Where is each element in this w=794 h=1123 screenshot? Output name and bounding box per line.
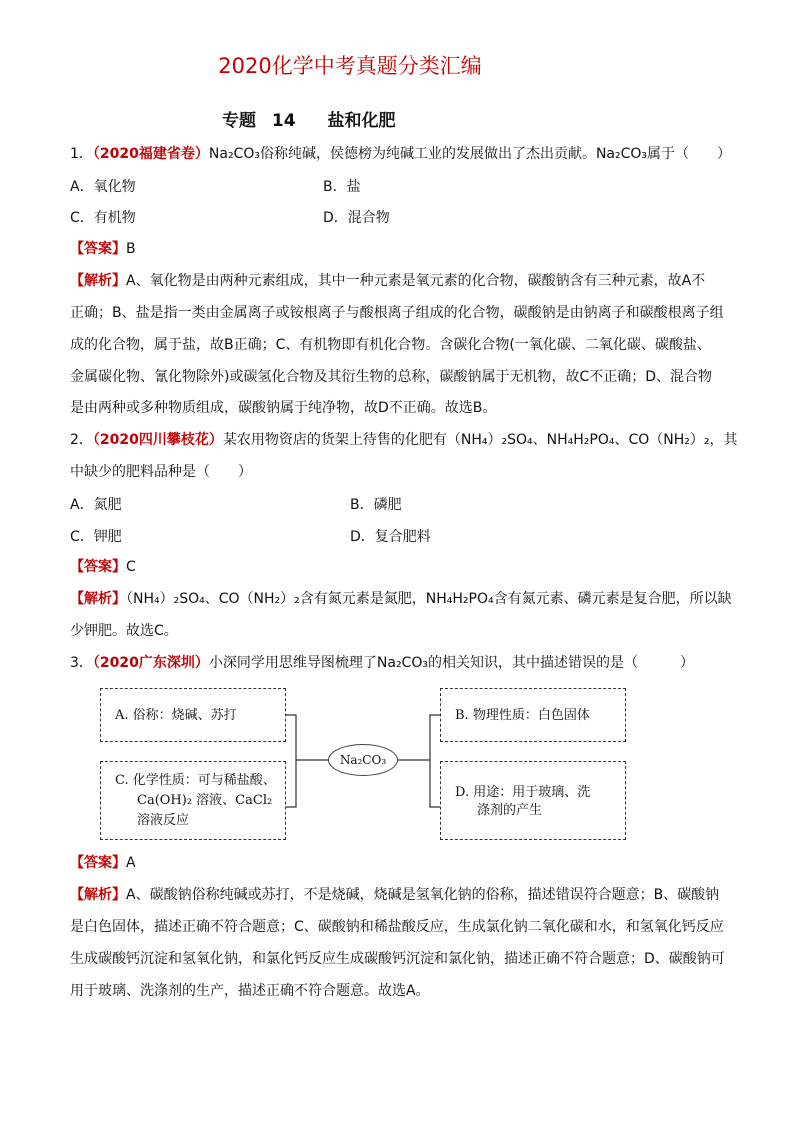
analysis-line: 正确；B、盐是指一类由金属离子或铵根离子与酸根离子组成的化合物，碳酸钠是由钠离子和碳酸根离子组 [70, 305, 724, 321]
analysis-label: 【解析】 [70, 591, 126, 607]
box-c-text-3: 溶液反应 [137, 813, 190, 828]
topic-label: 专题 [222, 111, 256, 131]
question-source: （2020福建省卷） [92, 146, 209, 162]
box-c [100, 761, 286, 840]
question-stem-continued: 中缺少的肥料品种是（ ） [70, 464, 252, 480]
box-d-text-1: D. 用途：用于玻璃、洗 [455, 785, 591, 800]
analysis-line: 用于玻璃、洗涤剂的生产，描述正确不符合题意。故选A。 [70, 983, 430, 999]
answer-line [70, 239, 730, 259]
analysis-label: 【解析】 [70, 887, 126, 903]
analysis-line [70, 589, 730, 609]
analysis-line [70, 885, 730, 905]
answer-value: A [126, 855, 136, 871]
option-b: B．磷肥 [350, 497, 402, 513]
question-number: 2． [70, 432, 93, 448]
answer-line [70, 557, 730, 577]
option-d: D．复合肥料 [350, 529, 431, 545]
topic-number: 14 [271, 111, 296, 131]
box-b [440, 688, 626, 742]
document-title: 2020化学中考真题分类汇编 [218, 54, 482, 78]
analysis-text: A、碳酸钠俗称纯碱或苏打，不是烧碱，烧碱是氢氧化钠的俗称，描述错误符合题意；B、碳酸钠 [126, 887, 720, 903]
option-b: B．盐 [323, 179, 361, 195]
question-2-stem-line [70, 430, 738, 450]
answer-value: B [126, 241, 136, 257]
analysis-line: 成的化合物，属于盐，故B正确；C、有机物即有机化合物。含碳化合物(一氧化碳、二氧化碳、碳酸盐、 [70, 337, 711, 353]
question-source: （2020四川攀枝花） [92, 432, 223, 448]
answer-label: 【答案】 [70, 855, 126, 871]
question-stem: 小深同学用思维导图梳理了Na₂CO₃的相关知识，其中描述错误的是（ ） [208, 655, 694, 671]
question-1-stem-line [70, 144, 730, 164]
analysis-text: （NH₄）₂SO₄、CO（NH₂）₂含有氮元素是氮肥，NH₄H₂PO₄含有氮元素、磷元素是复合肥，所以缺 [126, 591, 732, 607]
answer-label: 【答案】 [70, 241, 126, 257]
option-c: C．钾肥 [70, 529, 122, 545]
question-number: 3． [70, 655, 93, 671]
question-stem: Na₂CO₃俗称纯碱，侯德榜为纯碱工业的发展做出了杰出贡献。Na₂CO₃属于（ ） [208, 146, 732, 162]
analysis-line: 少钾肥。故选C。 [70, 623, 178, 639]
box-a [100, 688, 286, 742]
option-a: A．氮肥 [70, 497, 122, 513]
analysis-line [70, 271, 730, 291]
answer-label: 【答案】 [70, 559, 126, 575]
mind-map-diagram [98, 686, 628, 842]
topic-heading [222, 106, 406, 131]
box-c-text-1: C. 化学性质：可与稀盐酸、 [115, 773, 276, 788]
box-a-text: A. 俗称：烧碱、苏打 [115, 708, 237, 723]
answer-value: C [126, 559, 136, 575]
box-d [440, 761, 626, 840]
box-d-text-2: 涤剂的产生 [477, 803, 543, 818]
analysis-line: 生成碳酸钙沉淀和氢氧化钠，和氯化钙反应生成碳酸钙沉淀和氯化钠，描述正确不符合题意；D、碳酸钠可 [70, 951, 725, 967]
question-number: 1． [70, 146, 93, 162]
analysis-label: 【解析】 [70, 273, 126, 289]
answer-line [70, 853, 730, 873]
option-d: D．混合物 [323, 210, 390, 226]
analysis-line: 金属碳化物、氰化物除外)或碳氢化合物及其衍生物的总称，碳酸钠属于无机物，故C不正确；D、混合物 [70, 369, 713, 385]
center-node-na2co3: Na₂CO₃ [328, 744, 398, 776]
analysis-line: 是白色固体，描述正确不符合题意；C、碳酸钠和稀盐酸反应，生成氯化钠二氧化碳和水，和氢氧化钙反应 [70, 919, 724, 935]
question-3-stem-line [70, 653, 730, 673]
option-a: A．氧化物 [70, 179, 136, 195]
question-stem: 某农用物资店的货架上待售的化肥有（NH₄）₂SO₄、NH₄H₂PO₄、CO（NH₂）₂，其 [222, 432, 738, 448]
box-c-text-2: Ca(OH)₂ 溶液、CaCl₂ [137, 793, 273, 808]
analysis-line: 是由两种或多种物质组成，碳酸钠属于纯净物，故D不正确。故选B。 [70, 400, 497, 416]
topic-name: 盐和化肥 [327, 111, 396, 131]
question-source: （2020广东深圳） [92, 655, 209, 671]
analysis-text: A、氧化物是由两种元素组成，其中一种元素是氧元素的化合物，碳酸钠含有三种元素，故A不 [126, 273, 706, 289]
option-c: C．有机物 [70, 210, 136, 226]
box-b-text: B. 物理性质：白色固体 [455, 708, 590, 723]
